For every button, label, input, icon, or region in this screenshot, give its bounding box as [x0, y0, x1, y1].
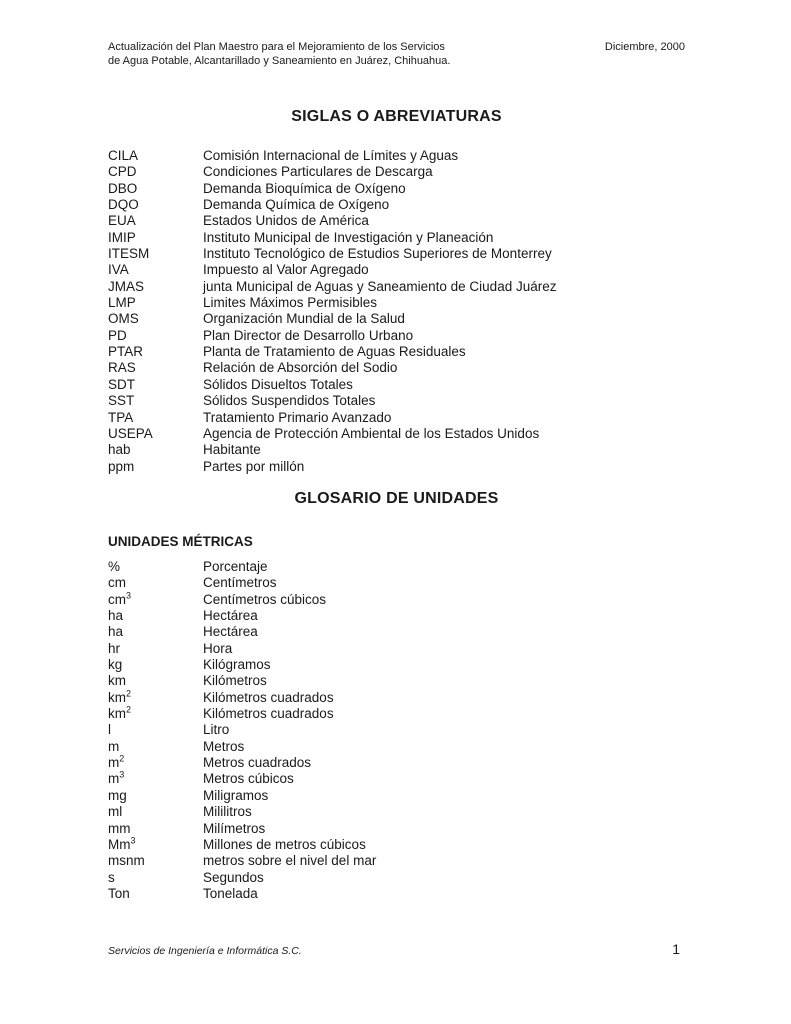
definition: Litro	[203, 722, 230, 738]
definition: Tratamiento Primario Avanzado	[203, 409, 392, 425]
unidades-metricas-heading: UNIDADES MÉTRICAS	[108, 534, 253, 549]
term-superscript: 3	[119, 769, 125, 780]
definition-row	[108, 559, 708, 575]
term: ml	[108, 804, 123, 820]
definition: Hectárea	[203, 608, 258, 624]
term: ha	[108, 624, 124, 640]
term: hr	[108, 640, 121, 656]
definition: Sólidos Suspendidos Totales	[203, 393, 376, 409]
definition-row	[108, 575, 708, 591]
term: SDT	[108, 376, 135, 392]
definition-row	[108, 148, 708, 164]
page-header	[108, 41, 685, 68]
definition: Limites Máximos Permisibles	[203, 295, 378, 311]
definition-row	[108, 804, 708, 820]
term: JMAS	[108, 278, 145, 294]
definition-row	[108, 624, 708, 640]
glosario-title: GLOSARIO DE UNIDADES	[294, 490, 499, 507]
term: %	[108, 559, 121, 574]
term: m	[108, 738, 120, 754]
header-line-2: de Agua Potable, Alcantarillado y Saneamiento en Juárez, Chihuahua.	[108, 54, 451, 67]
term: ha	[108, 608, 124, 624]
definition: Metros cúbicos	[203, 771, 294, 787]
term: Mm$^3$	[108, 835, 136, 852]
term: DQO	[108, 197, 139, 213]
definition-row	[108, 344, 708, 360]
header-date: Diciembre, 2000	[604, 41, 685, 53]
definition: Metros cuadrados	[203, 755, 312, 771]
definition-row	[108, 164, 708, 180]
definition: Centímetros	[203, 575, 277, 591]
definition-row	[108, 821, 708, 837]
term-superscript: 2	[126, 704, 132, 715]
term: ppm	[108, 458, 135, 474]
term: EUA	[108, 213, 136, 229]
definition-row	[108, 181, 708, 197]
definition: Hectárea	[203, 624, 258, 640]
term-superscript: 3	[130, 835, 136, 846]
definition-row	[108, 706, 708, 722]
definition: Organización Mundial de la Salud	[203, 311, 405, 327]
definition: Kilómetros cuadrados	[203, 706, 334, 722]
definition-row	[108, 311, 708, 327]
definition: Relación de Absorción del Sodio	[203, 360, 398, 376]
term: ITESM	[108, 246, 150, 262]
footer-company: Servicios de Ingeniería e Informática S.C.	[108, 945, 302, 957]
term: OMS	[108, 311, 139, 327]
definition: Instituto Municipal de Investigación y Planeación	[203, 229, 494, 245]
term: CPD	[108, 164, 137, 180]
definition-row	[108, 837, 708, 853]
term: $m^3$	[108, 769, 125, 787]
term: km	[108, 673, 126, 689]
term: $km^2$	[108, 688, 132, 705]
definition-row	[108, 853, 708, 869]
definition-row	[108, 886, 708, 902]
definition-row	[108, 328, 708, 344]
definition: Impuesto al Valor Agregado	[203, 262, 369, 278]
definition: Metros	[203, 738, 245, 754]
term: RAS	[108, 360, 136, 376]
definition: Kilómetros cuadrados	[203, 689, 334, 705]
definition-row	[108, 279, 708, 295]
definition: Agencia de Protección Ambiental de los Estados Unidos	[203, 425, 540, 441]
definition: Plan Director de Desarrollo Urbano	[203, 327, 414, 343]
definition: junta Municipal de Aguas y Saneamiento de Ciudad Juárez	[203, 278, 557, 294]
definition-row	[108, 755, 708, 771]
definition: Kilómetros	[203, 673, 267, 689]
definition: Demanda Bioquímica de Oxígeno	[203, 180, 406, 196]
definition-row	[108, 771, 708, 787]
definition-row	[108, 722, 708, 738]
definition: Porcentaje	[203, 559, 268, 574]
definition: Sólidos Disueltos Totales	[203, 376, 353, 392]
siglas-list	[108, 148, 708, 475]
definition-row	[108, 442, 708, 458]
definition-row	[108, 657, 708, 673]
siglas-title: SIGLAS O ABREVIATURAS	[291, 108, 502, 125]
definition: Condiciones Particulares de Descarga	[203, 164, 433, 180]
definition-row	[108, 608, 708, 624]
term: CILA	[108, 148, 139, 163]
units-list	[108, 559, 708, 902]
term: SST	[108, 393, 135, 409]
term-superscript: 3	[126, 590, 132, 601]
definition-row	[108, 410, 708, 426]
definition: Instituto Tecnológico de Estudios Superiores de Monterrey	[203, 246, 552, 262]
definition: Estados Unidos de América	[203, 213, 369, 229]
page-footer	[108, 941, 685, 957]
term: mm	[108, 820, 131, 836]
term: msnm	[108, 853, 145, 869]
term: PTAR	[108, 344, 144, 360]
definition: Demanda Química de Oxígeno	[203, 197, 390, 213]
definition: metros sobre el nivel del mar	[203, 853, 377, 869]
term: $km^2$	[108, 704, 132, 722]
definition-row	[108, 295, 708, 311]
term: TPA	[108, 409, 134, 425]
term-superscript: 2	[126, 688, 132, 699]
definition: Segundos	[203, 869, 264, 885]
definition-row	[108, 262, 708, 278]
term: IVA	[108, 262, 129, 278]
definition: Milímetros	[203, 820, 266, 836]
definition: Hora	[203, 640, 233, 656]
header-line-1: Actualización del Plan Maestro para el Mejoramiento de los Servicios	[108, 41, 445, 53]
definition: Kilógramos	[203, 657, 271, 673]
term: LMP	[108, 295, 136, 311]
definition-row	[108, 230, 708, 246]
term: PD	[108, 327, 127, 343]
term: hab	[108, 442, 131, 458]
definition-row	[108, 197, 708, 213]
definition-row	[108, 426, 708, 442]
definition-row	[108, 592, 708, 608]
definition-row	[108, 673, 708, 689]
definition: Comisión Internacional de Límites y Aguas	[203, 148, 459, 163]
definition: Partes por millón	[203, 458, 305, 474]
term: USEPA	[108, 425, 153, 441]
definition-row	[108, 377, 708, 393]
definition-row	[108, 459, 708, 475]
definition: Planta de Tratamiento de Aguas Residuales	[203, 344, 466, 360]
definition-row	[108, 393, 708, 409]
term: l	[108, 722, 111, 738]
term: mg	[108, 787, 127, 803]
definition-row	[108, 870, 708, 886]
term: IMIP	[108, 229, 136, 245]
definition-row	[108, 739, 708, 755]
term: $cm^3$	[108, 590, 132, 607]
definition: Centímetros cúbicos	[203, 591, 327, 607]
definition-row	[108, 246, 708, 262]
term: kg	[108, 657, 123, 673]
definition: Tonelada	[203, 885, 258, 901]
term: s	[108, 869, 115, 885]
definition-row	[108, 641, 708, 657]
term: DBO	[108, 180, 138, 196]
definition-row	[108, 360, 708, 376]
term-superscript: 2	[119, 753, 125, 764]
definition-row	[108, 788, 708, 804]
term: Ton	[108, 885, 130, 901]
page-number: 1	[672, 941, 680, 957]
definition: Millones de metros cúbicos	[203, 836, 366, 852]
term: cm	[108, 575, 126, 591]
header-document-title	[108, 41, 450, 68]
definition: Mililitros	[203, 804, 252, 820]
definition: Miligramos	[203, 787, 269, 803]
definition: Habitante	[203, 442, 261, 458]
term: $m^2$	[108, 753, 125, 771]
definition-row	[108, 213, 708, 229]
definition-row	[108, 690, 708, 706]
